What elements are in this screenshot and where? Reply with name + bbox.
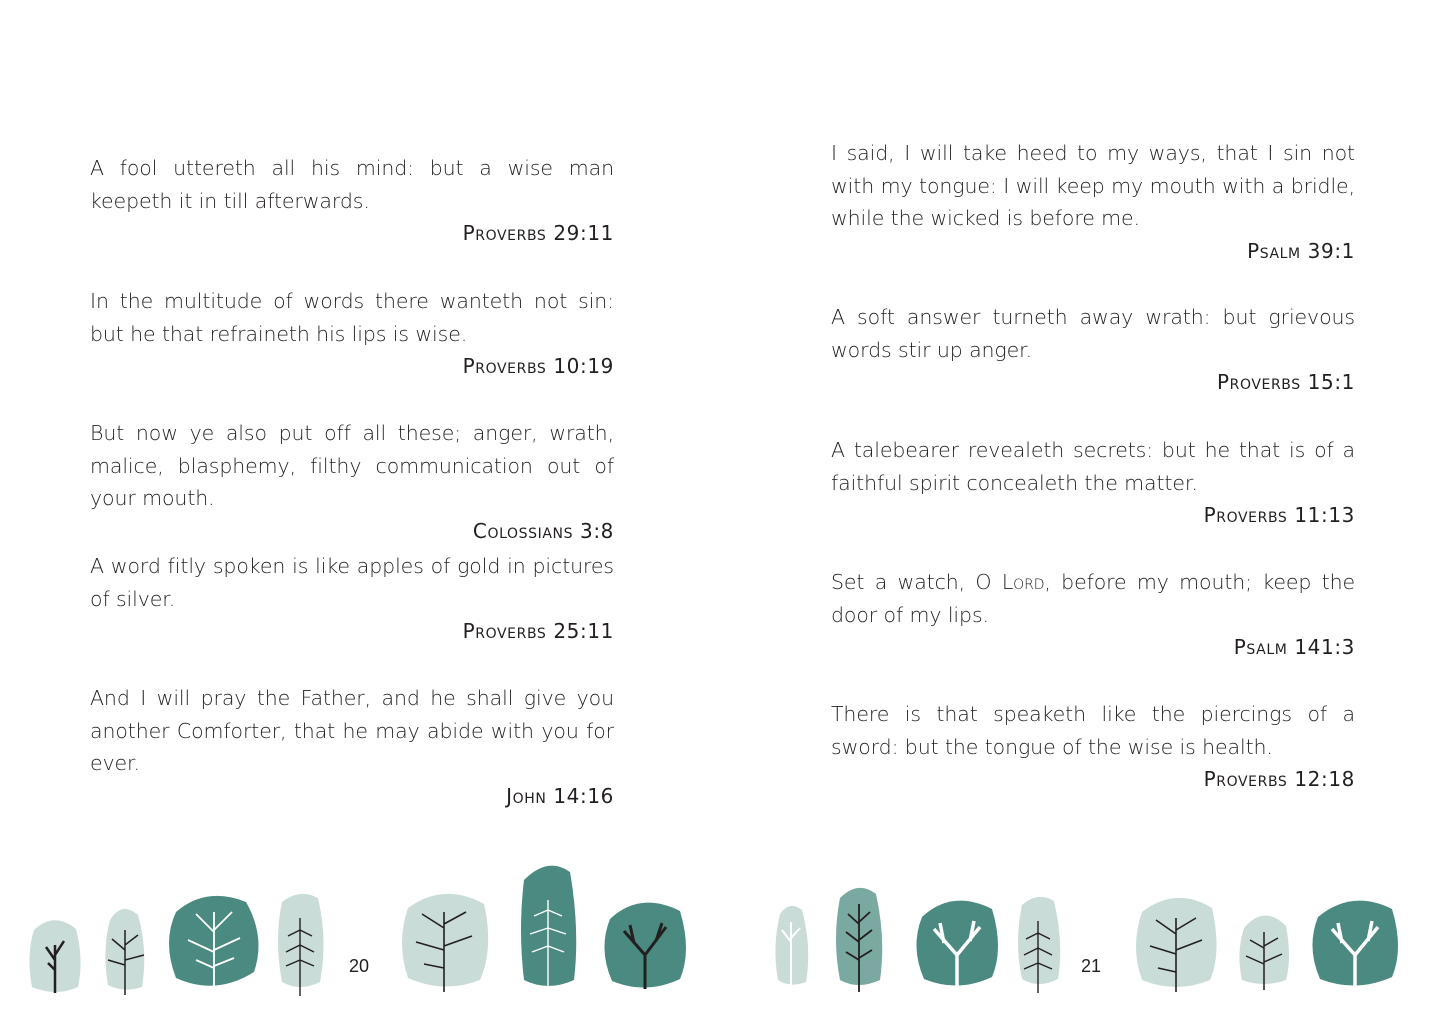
verse	[831, 301, 1355, 399]
verse-reference: Psalm 39:1	[1247, 238, 1355, 263]
watercolor-tree-icon	[166, 892, 262, 992]
verse-reference: Colossians 3:8	[472, 518, 614, 543]
verse-reference: Proverbs 25:11	[462, 619, 614, 643]
watercolor-tree-icon	[600, 895, 690, 991]
verse	[90, 152, 614, 250]
verse-reference: Proverbs 15:1	[1216, 370, 1355, 394]
verse-reference: Psalm 141:3	[1233, 635, 1355, 659]
watercolor-tree-icon	[1236, 908, 1292, 990]
watercolor-tree-icon	[398, 888, 492, 994]
verse	[831, 566, 1355, 664]
divine-name: Lord	[1001, 570, 1045, 594]
right-page	[722, 0, 1445, 1012]
verse-text: There is that speaketh like the piercings of a sword: but the tongue of the wise is health.	[831, 702, 1355, 759]
watercolor-tree-icon	[1014, 893, 1064, 993]
watercolor-tree-icon	[772, 902, 812, 988]
left-page	[0, 0, 722, 1012]
verse-text-part: Set a watch, O	[831, 570, 1002, 594]
verse-text: I said, I will take heed to my ways, that I sin not with my tongue: I will keep my mouth with a bridle, while the wicked is before me.	[831, 141, 1355, 230]
verse-text-part: , before my mouth; keep the door of my lips.	[831, 570, 1356, 627]
verse-text: A word fitly spoken is like apples of gold in pictures of silver.	[90, 554, 614, 611]
page-number: 20	[349, 956, 370, 976]
verse	[831, 434, 1355, 532]
verse	[90, 550, 614, 648]
verse-reference: Proverbs 12:18	[1203, 767, 1355, 791]
watercolor-tree-icon	[1132, 892, 1220, 994]
verse-text: A talebearer revealeth secrets: but he that is of a faithful spirit concealeth the matter.	[831, 438, 1355, 495]
verse-text: And I will pray the Father, and he shall give you another Comforter, that he may abide with you for ever.	[90, 686, 614, 775]
verse	[831, 698, 1355, 796]
watercolor-tree-icon	[274, 890, 328, 996]
verse-reference: Proverbs 10:19	[462, 354, 614, 378]
verse	[90, 285, 614, 383]
verse-text: In the multitude of words there wanteth not sin: but he that refraineth his lips is wise.	[90, 289, 614, 346]
verse-text: But now ye also put off all these; anger, wrath, malice, blasphemy, filthy communication out of your mouth.	[90, 421, 614, 510]
verse-text	[831, 566, 1355, 631]
watercolor-tree-icon	[26, 915, 84, 995]
verse-reference: Proverbs 11:13	[1203, 503, 1355, 527]
verse-text: A soft answer turneth away wrath: but grievous words stir up anger.	[831, 305, 1355, 362]
verse-reference: Proverbs 29:11	[462, 221, 614, 245]
verse	[831, 137, 1355, 267]
watercolor-tree-icon	[102, 905, 148, 997]
watercolor-tree-icon	[518, 860, 580, 990]
verse	[90, 417, 614, 547]
watercolor-tree-icon	[912, 893, 1002, 989]
verse-text: A fool uttereth all his mind: but a wise man keepeth it in till afterwards.	[90, 156, 614, 213]
verse	[90, 682, 614, 812]
watercolor-tree-icon	[832, 884, 886, 992]
watercolor-tree-icon	[1308, 893, 1402, 989]
page-number: 21	[1081, 956, 1102, 976]
verse-reference: John 14:16	[506, 783, 614, 808]
